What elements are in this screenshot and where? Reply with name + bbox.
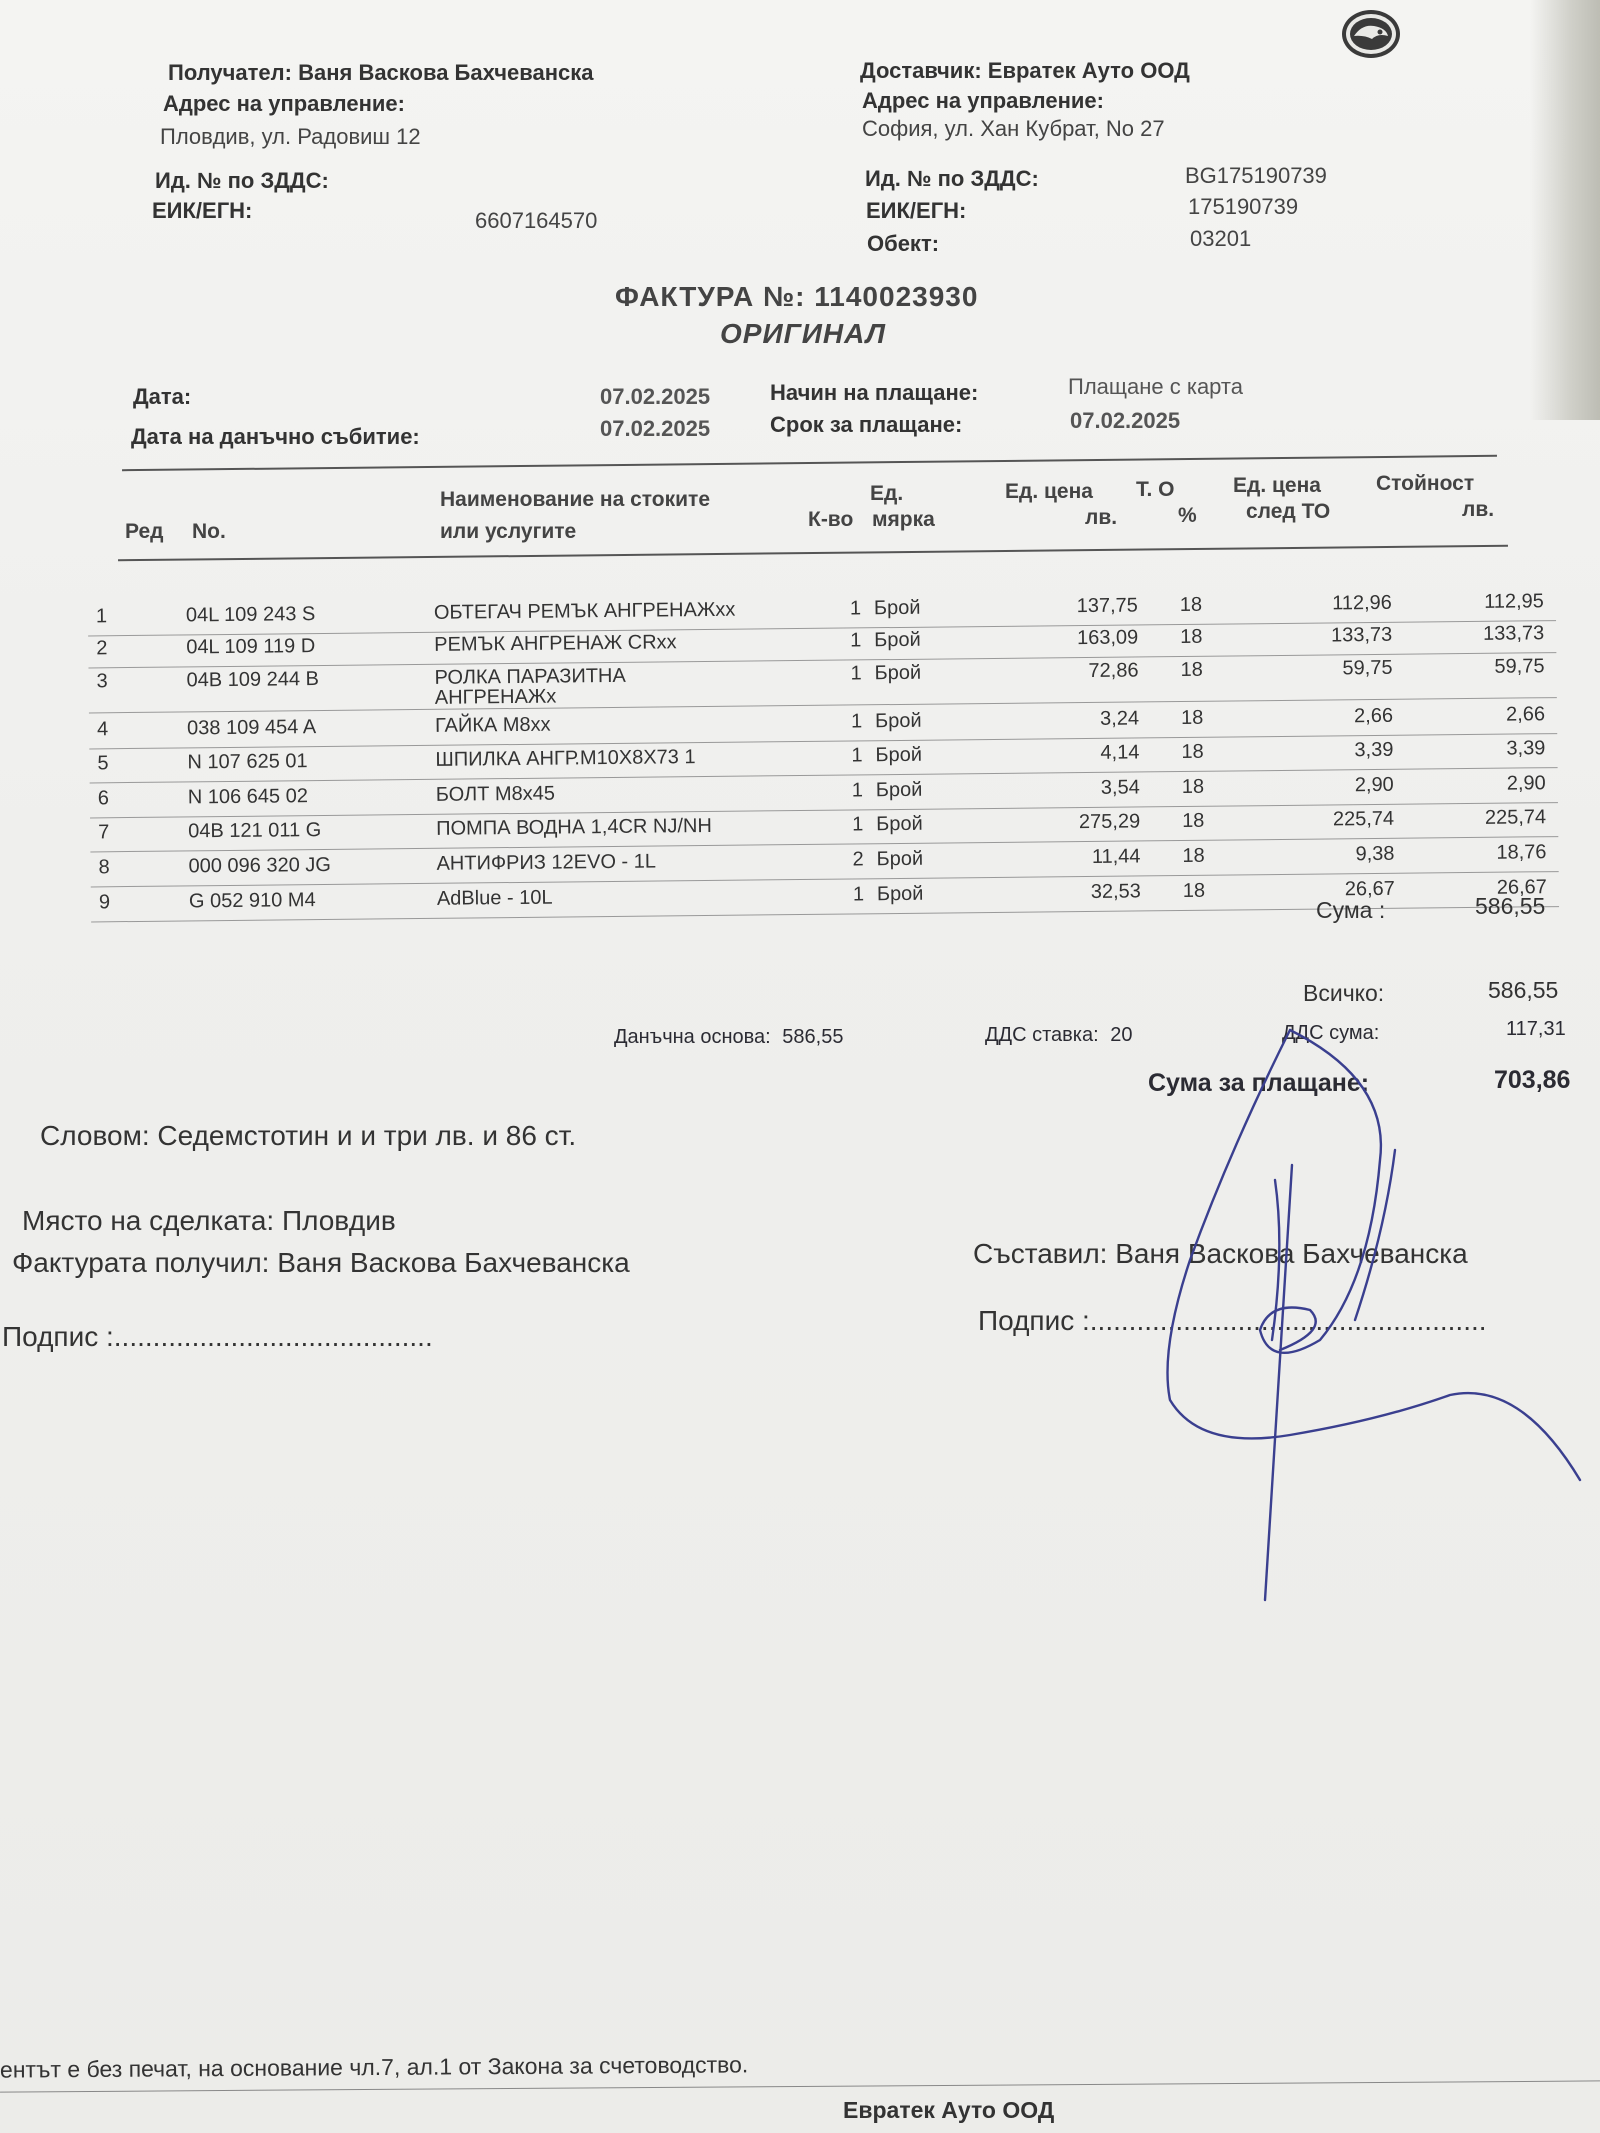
item-price-after: 59,75 — [1342, 656, 1393, 680]
recipient-address-label: Адрес на управление: — [163, 91, 405, 116]
item-qty: 2 — [852, 848, 864, 871]
col-total-1: Стойност — [1376, 472, 1475, 495]
item-code: G 052 910 M4 — [188, 889, 316, 913]
all-value: 586,55 — [1488, 977, 1559, 1003]
col-row: Ред — [125, 520, 164, 543]
compiled-by-label: Съставил: — [973, 1238, 1108, 1269]
footer-company: Евратек Ауто ООД — [843, 2097, 1055, 2123]
item-name: ШПИЛКА АНГР.M10X8X73 1 — [435, 746, 696, 771]
item-total: 26,67 — [1496, 876, 1547, 899]
item-unit: Брой — [876, 847, 924, 871]
row-number: 8 — [98, 856, 110, 879]
item-qty: 1 — [850, 629, 862, 652]
received-by-label: Фактурата получил: — [12, 1247, 270, 1278]
recipient-name: Ваня Васкова Бахчеванска — [298, 60, 594, 85]
vat-amount-label: ДДС сума: — [1282, 1022, 1380, 1044]
item-name: AdBlue - 10L — [436, 886, 553, 910]
col-qty: К-во — [808, 508, 854, 531]
col-name-1: Наименование на стоките — [440, 488, 710, 511]
item-name: ГАЙКА M8xx — [434, 713, 551, 737]
item-code: N 107 625 01 — [187, 750, 308, 774]
row-number: 6 — [97, 787, 110, 810]
vat-amount-value: 117,31 — [1506, 1018, 1566, 1040]
col-price-1: Ед. цена — [1005, 480, 1093, 503]
payment-method-label: Начин на плащане: — [770, 380, 979, 405]
item-name: РЕМЪК АНГРЕНАЖ CRxx — [434, 631, 677, 656]
item-total: 225,74 — [1484, 806, 1547, 829]
supplier-address-label: Адрес на управление: — [862, 88, 1104, 113]
item-unit: Брой — [876, 882, 924, 906]
item-name: ПОМПА ВОДНА 1,4CR NJ/NH — [436, 814, 712, 840]
item-code: 04B 121 011 G — [188, 819, 322, 843]
item-unit: Брой — [873, 596, 921, 620]
row-number: 5 — [97, 752, 109, 775]
payable-value: 703,86 — [1494, 1066, 1571, 1094]
col-to-2: % — [1178, 504, 1197, 527]
sum-label: Сума : — [1316, 897, 1386, 923]
col-unit-2: мярка — [872, 508, 935, 531]
tax-date-value: 07.02.2025 — [600, 416, 711, 441]
supplier-name: Евратек Ауто ООД — [987, 58, 1190, 83]
item-total: 133,73 — [1482, 622, 1545, 645]
col-after-2: след ТО — [1246, 500, 1331, 523]
legal-note: ентът е без печат, на основание чл.7, ал.1 от Закона за счетоводство. — [0, 2051, 749, 2083]
supplier-address: София, ул. Хан Кубрат, No 27 — [862, 116, 1165, 141]
item-code: 038 109 454 A — [186, 716, 317, 740]
item-total: 59,75 — [1494, 655, 1545, 678]
item-discount: 18 — [1179, 593, 1203, 617]
date-label: Дата: — [133, 384, 192, 409]
row-number: 2 — [96, 637, 108, 660]
recipient-label: Получател: — [168, 60, 292, 85]
item-price: 163,09 — [1076, 626, 1139, 650]
words-label: Словом: — [40, 1120, 150, 1151]
all-label: Всичко: — [1303, 980, 1385, 1006]
row-number: 4 — [96, 718, 109, 741]
item-discount: 18 — [1181, 775, 1205, 799]
payable-label: Сума за плащане: — [1148, 1069, 1370, 1097]
received-by-value: Ваня Васкова Бахчеванска — [277, 1247, 630, 1278]
col-after-1: Ед. цена — [1233, 474, 1321, 497]
item-discount: 18 — [1182, 879, 1206, 903]
words-text: Седемстотин и и три лв. и 86 ст. — [157, 1120, 577, 1151]
col-name-2: или услугите — [440, 520, 577, 543]
supplier-eik: 175190739 — [1188, 194, 1299, 219]
item-total: 3,39 — [1506, 737, 1546, 760]
item-discount: 18 — [1182, 809, 1205, 833]
item-qty: 1 — [850, 662, 862, 685]
place-label: Място на сделката: — [22, 1205, 275, 1236]
item-total: 18,76 — [1496, 841, 1547, 864]
supplier-vat-label: Ид. № по ЗДДС: — [865, 166, 1039, 191]
item-code: 000 096 320 JG — [188, 853, 331, 878]
item-qty: 1 — [852, 813, 864, 836]
col-unit-1: Ед. — [870, 482, 904, 505]
item-price-after: 133,73 — [1330, 623, 1393, 647]
invoice-title: ФАКТУРА №: 1140023930 — [615, 281, 979, 312]
item-qty: 1 — [849, 597, 862, 620]
recipient-eik-label: ЕИК/ЕГН: — [152, 198, 253, 223]
sum-value: 586,55 — [1475, 893, 1546, 919]
item-unit: Брой — [874, 661, 922, 685]
date-value: 07.02.2025 — [600, 384, 711, 409]
item-price-after: 9,38 — [1355, 842, 1395, 866]
supplier-object-label: Обект: — [867, 231, 940, 256]
item-price: 137,75 — [1076, 594, 1138, 618]
item-name: ОБТЕГАЧ РЕМЪК АНГРЕНАЖxx — [433, 598, 736, 624]
item-code: N 106 645 02 — [187, 785, 309, 809]
item-total: 2,66 — [1505, 703, 1546, 726]
payment-method-value: Плащане с карта — [1068, 374, 1243, 399]
col-no: No. — [192, 520, 226, 543]
item-qty: 1 — [851, 744, 863, 767]
item-code: 04B 109 244 B — [186, 668, 320, 692]
item-qty: 1 — [852, 883, 865, 906]
payment-term-label: Срок за плащане: — [770, 412, 963, 437]
item-discount: 18 — [1181, 740, 1204, 764]
item-price-after: 3,39 — [1354, 738, 1394, 762]
recipient-vat-label: Ид. № по ЗДДС: — [155, 168, 329, 193]
signature-line-right: Подпис :................................................... — [978, 1305, 1487, 1336]
col-price-2: лв. — [1085, 506, 1118, 529]
item-total: 2,90 — [1506, 772, 1546, 795]
item-name-continued: АНГРЕНАЖx — [434, 685, 557, 709]
row-number: 3 — [96, 670, 108, 693]
supplier-vat: BG175190739 — [1185, 163, 1327, 188]
compiled-by-value: Ваня Васкова Бахчеванска — [1115, 1238, 1468, 1269]
item-price-after: 225,74 — [1332, 807, 1395, 831]
item-price: 4,14 — [1100, 741, 1140, 764]
item-unit: Брой — [874, 709, 922, 733]
item-name: БОЛТ M8x45 — [435, 782, 556, 806]
recipient-address: Пловдив, ул. Радовиш 12 — [160, 124, 421, 149]
col-to-1: Т. О — [1136, 478, 1175, 501]
item-price: 11,44 — [1091, 845, 1141, 868]
item-discount: 18 — [1182, 844, 1205, 868]
payment-term-value: 07.02.2025 — [1070, 408, 1181, 433]
row-number: 7 — [98, 821, 110, 844]
item-price-after: 2,90 — [1354, 773, 1394, 797]
place-value: Пловдив — [281, 1205, 396, 1236]
invoice-subtitle: ОРИГИНАЛ — [720, 318, 886, 349]
item-name: РОЛКА ПАРАЗИТНА — [434, 664, 626, 689]
supplier-object: 03201 — [1190, 226, 1252, 251]
item-unit: Брой — [875, 778, 923, 802]
item-qty: 1 — [850, 710, 863, 733]
supplier-eik-label: ЕИК/ЕГН: — [866, 198, 967, 223]
vat-rate-value: 20 — [1110, 1024, 1133, 1046]
item-unit: Брой — [876, 812, 923, 836]
item-price: 3,54 — [1100, 776, 1140, 799]
tax-date-label: Дата на данъчно събитие: — [131, 424, 420, 449]
item-name: АНТИФРИЗ 12EVO - 1L — [436, 850, 657, 875]
col-total-2: лв. — [1462, 498, 1495, 521]
item-total: 112,95 — [1484, 590, 1544, 613]
supplier-label: Доставчик: — [860, 58, 982, 83]
item-price-after: 112,96 — [1332, 591, 1392, 615]
row-number: 9 — [98, 891, 111, 914]
item-price-after: 2,66 — [1353, 704, 1394, 728]
vat-rate-label: ДДС ставка: — [985, 1024, 1099, 1046]
item-discount: 18 — [1180, 625, 1203, 649]
row-number: 1 — [95, 605, 108, 628]
tax-base-label: Данъчна основа: — [614, 1026, 771, 1048]
item-price: 32,53 — [1090, 880, 1141, 903]
recipient-eik: 6607164570 — [475, 208, 598, 233]
item-price: 3,24 — [1099, 707, 1140, 730]
signature-line-left: Подпис :......................................... — [2, 1321, 433, 1352]
item-discount: 18 — [1180, 706, 1204, 730]
item-price: 275,29 — [1078, 810, 1141, 834]
item-unit: Брой — [875, 743, 923, 767]
item-price: 72,86 — [1088, 659, 1139, 682]
tax-base-value: 586,55 — [782, 1026, 844, 1048]
item-unit: Брой — [874, 628, 921, 652]
item-qty: 1 — [851, 779, 864, 802]
item-code: 04L 109 243 S — [185, 603, 316, 627]
item-price-after: 26,67 — [1344, 877, 1395, 901]
item-code: 04L 109 119 D — [186, 635, 316, 659]
item-discount: 18 — [1180, 658, 1203, 682]
